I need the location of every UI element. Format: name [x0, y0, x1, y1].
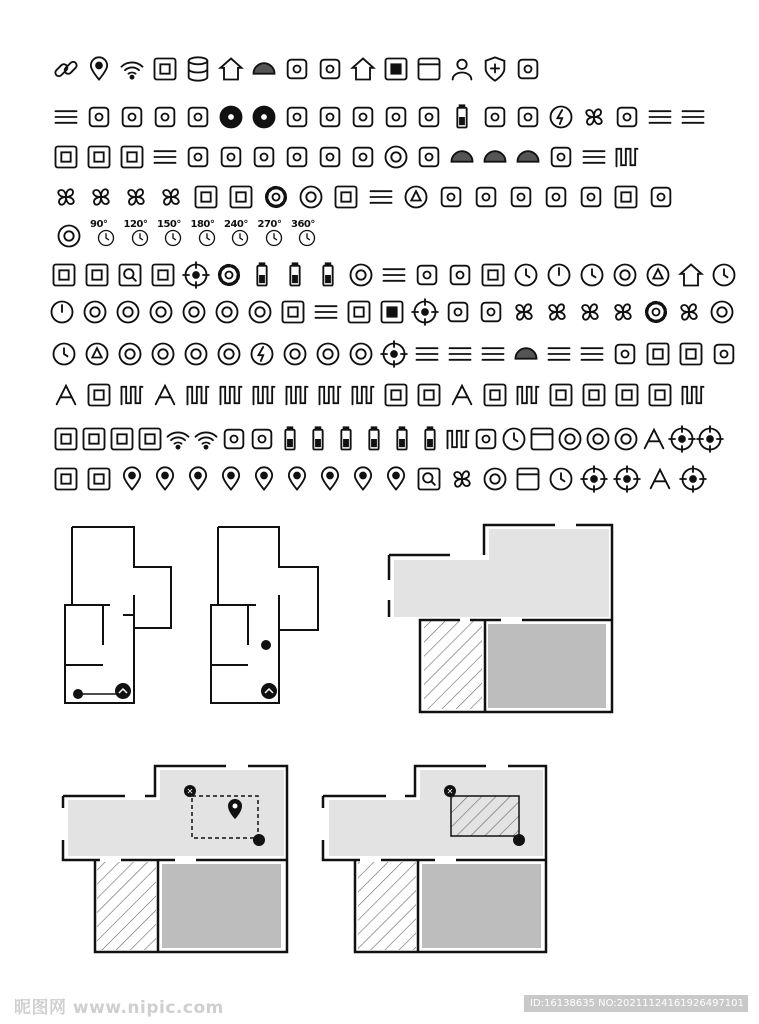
target-box-icon — [613, 465, 641, 493]
spiral-icon — [184, 381, 212, 409]
angle-icon — [611, 340, 639, 368]
rotation-label: 180° — [190, 219, 215, 230]
alarm-icon — [547, 465, 575, 493]
fan-view-icon — [448, 465, 476, 493]
rotation-label: 90° — [90, 219, 108, 230]
battery-icon — [332, 425, 360, 453]
strike-icon — [580, 143, 608, 171]
floor-plan-svg — [0, 500, 759, 980]
triangle-box-icon — [50, 261, 78, 289]
shield-plus-icon — [481, 55, 509, 83]
mop-icon — [481, 143, 509, 171]
heart-circle-icon — [116, 340, 144, 368]
sensor-icon — [316, 103, 344, 131]
cross-icon — [640, 425, 668, 453]
wind-lines-icon — [510, 298, 538, 326]
battery-icon — [304, 425, 332, 453]
play-circle-icon — [246, 298, 274, 326]
rotation-label: 240° — [224, 219, 248, 230]
rotation-label: 120° — [123, 219, 148, 230]
roller-bar-icon — [542, 183, 570, 211]
user-icon — [448, 55, 476, 83]
rotate-150-icon — [155, 219, 183, 250]
fan-circle-icon — [182, 340, 210, 368]
icon-row — [0, 183, 720, 213]
crosshair-icon — [580, 465, 608, 493]
rotate-120-icon — [122, 219, 150, 250]
gear-circle-icon — [215, 261, 243, 289]
battery-icon — [276, 425, 304, 453]
grid-circle-icon — [147, 298, 175, 326]
robot-icon — [514, 103, 542, 131]
hair-lines-icon — [52, 103, 80, 131]
slider-icon — [479, 340, 507, 368]
snake-path-icon — [316, 381, 344, 409]
battery-icon — [388, 425, 416, 453]
id-watermark: ID:16138635 NO:20211124161926497101 — [524, 995, 748, 1012]
stripes-circle-icon — [149, 340, 177, 368]
snake-path-icon — [283, 381, 311, 409]
lines-icon — [679, 103, 707, 131]
cloud-icon — [192, 425, 220, 453]
roller-brush-icon — [437, 183, 465, 211]
phone-icon — [108, 425, 136, 453]
link-icon — [52, 55, 80, 83]
calendar-clock-icon — [710, 261, 738, 289]
calendar-7-icon — [415, 55, 443, 83]
disc-icon — [217, 103, 245, 131]
photo-frame-icon — [612, 183, 640, 211]
fan-icon — [543, 298, 571, 326]
clock-circle-icon — [512, 261, 540, 289]
icon-row — [0, 381, 720, 411]
compass-icon — [55, 222, 83, 250]
boot-circle-icon — [314, 340, 342, 368]
fan-blades-icon — [52, 183, 80, 211]
map-pin-icon — [151, 465, 179, 493]
snake-path-icon — [514, 381, 542, 409]
snake-path-icon — [217, 381, 245, 409]
navigation-icon — [646, 465, 674, 493]
home-icon — [677, 261, 705, 289]
hand-pointer-icon — [477, 298, 505, 326]
repeat-circle-icon — [611, 261, 639, 289]
gear-fan-icon — [262, 183, 290, 211]
bluetooth-circle-icon — [81, 298, 109, 326]
battery-icon — [416, 425, 444, 453]
chip-icon — [382, 55, 410, 83]
icon-row — [0, 219, 720, 252]
corner-icon — [644, 340, 672, 368]
corner-icon — [85, 381, 113, 409]
disc-dot-icon — [250, 103, 278, 131]
mop-icon — [448, 143, 476, 171]
tower-icon — [349, 55, 377, 83]
triangle-circle-icon — [402, 183, 430, 211]
lines-icon — [312, 298, 340, 326]
map-pin-icon — [283, 465, 311, 493]
grid-dots-icon — [647, 183, 675, 211]
crosshair-icon — [696, 425, 724, 453]
measure-icon — [578, 340, 606, 368]
chart-box-icon — [345, 298, 373, 326]
floor-plan-c — [389, 525, 612, 712]
clock-circle-icon — [50, 340, 78, 368]
rotate-360-icon — [289, 219, 317, 250]
battery-charge-icon — [448, 103, 476, 131]
corner-icon — [547, 381, 575, 409]
compass-icon — [584, 425, 612, 453]
battery-icon — [281, 261, 309, 289]
slider-icon — [446, 340, 474, 368]
target-circle-icon — [182, 261, 210, 289]
fan-box-icon — [227, 183, 255, 211]
slash-circle-icon — [382, 143, 410, 171]
certificate-icon — [283, 55, 311, 83]
fan-box-icon — [192, 183, 220, 211]
water-box-icon — [85, 143, 113, 171]
download-tray-icon — [279, 298, 307, 326]
icon-row — [0, 143, 720, 173]
volume-circle-icon — [114, 298, 142, 326]
shower-icon — [151, 143, 179, 171]
broom-icon — [577, 183, 605, 211]
scatter-icon — [52, 381, 80, 409]
battery-icon — [360, 425, 388, 453]
robot-icon — [481, 103, 509, 131]
refresh-circle-icon — [347, 261, 375, 289]
icon-row — [0, 340, 720, 370]
hose-icon — [250, 143, 278, 171]
rotation-label: 360° — [291, 219, 315, 230]
brush-grid-icon — [316, 143, 344, 171]
fan-icon — [580, 103, 608, 131]
icon-row — [0, 465, 720, 495]
usb-icon — [248, 425, 276, 453]
slider-icon — [413, 340, 441, 368]
parallel-lines-icon — [367, 183, 395, 211]
tornado-icon — [609, 298, 637, 326]
brush-bar-icon — [507, 183, 535, 211]
microphone-icon — [151, 55, 179, 83]
pentagon-icon — [220, 425, 248, 453]
map-pin-icon — [316, 465, 344, 493]
battery-icon — [314, 261, 342, 289]
cone-icon — [512, 340, 540, 368]
power-circle-icon — [48, 298, 76, 326]
icon-row — [0, 425, 720, 455]
crosshair-icon — [679, 465, 707, 493]
water-box-icon — [118, 143, 146, 171]
dust-bin-icon — [446, 261, 474, 289]
square-icon — [646, 381, 674, 409]
box-path-icon — [613, 381, 641, 409]
pen-icon — [151, 103, 179, 131]
icon-row — [0, 298, 720, 328]
fan-blades-icon — [87, 183, 115, 211]
mute-icon — [472, 425, 500, 453]
sweeper-icon — [283, 143, 311, 171]
signal-icon — [118, 55, 146, 83]
map-pin-icon — [250, 465, 278, 493]
rotate-90-icon — [88, 219, 116, 250]
phone-icon — [136, 425, 164, 453]
dome-icon — [514, 143, 542, 171]
app-phone-icon — [52, 425, 80, 453]
bolt-circle-icon — [248, 340, 276, 368]
clock-circle-icon — [578, 261, 606, 289]
u-turn-icon — [151, 381, 179, 409]
filter-circle-icon — [213, 298, 241, 326]
rotation-label: 270° — [257, 219, 282, 230]
radar-icon — [612, 425, 640, 453]
battery-icon — [248, 261, 276, 289]
robot-vacuum-icon — [514, 55, 542, 83]
icon-grid — [0, 0, 759, 500]
shower-bar-icon — [380, 261, 408, 289]
rotation-label: 150° — [157, 219, 181, 230]
floor-icon — [52, 465, 80, 493]
chip-icon — [378, 298, 406, 326]
snake-path-icon — [349, 381, 377, 409]
sensor-icon — [382, 103, 410, 131]
filter-icon — [613, 103, 641, 131]
rotate-180-icon — [189, 219, 217, 250]
sensor-icon — [283, 103, 311, 131]
rotate-240-icon — [222, 219, 250, 250]
rings-icon — [281, 340, 309, 368]
dots-icon — [118, 103, 146, 131]
crosshair-icon — [668, 425, 696, 453]
target-icon — [411, 298, 439, 326]
calendar-icon — [528, 425, 556, 453]
scan-icon — [415, 465, 443, 493]
site-watermark: 昵图网 www.nipic.com — [14, 998, 224, 1018]
lines-icon — [646, 103, 674, 131]
triangle-circle-icon — [644, 261, 672, 289]
svg-text:✕: ✕ — [186, 787, 194, 796]
database-icon — [184, 55, 212, 83]
snake-path-icon — [679, 381, 707, 409]
dust-bin-icon — [413, 261, 441, 289]
plug-icon — [415, 143, 443, 171]
app-phone-icon — [80, 425, 108, 453]
crossed-circle-icon — [708, 298, 736, 326]
icon-row — [0, 55, 720, 85]
map-pin-icon — [184, 465, 212, 493]
crosshair-icon — [380, 340, 408, 368]
sound-wave-icon — [444, 425, 472, 453]
snake-path-icon — [250, 381, 278, 409]
square-icon — [415, 381, 443, 409]
svg-text:✕: ✕ — [446, 787, 454, 796]
brush-bar-icon — [472, 183, 500, 211]
tornado-icon — [675, 298, 703, 326]
brick-icon — [184, 143, 212, 171]
map-pin-icon — [118, 465, 146, 493]
floor-plan-e — [323, 766, 546, 952]
building-icon — [217, 55, 245, 83]
snake-box-icon — [481, 381, 509, 409]
pipe-icon — [217, 143, 245, 171]
clock-gear-icon — [500, 425, 528, 453]
icon-row — [0, 103, 720, 133]
gear-icon — [642, 298, 670, 326]
floor-plan-diagrams — [0, 500, 759, 980]
fan-circle-icon — [297, 183, 325, 211]
edit-box-icon — [83, 261, 111, 289]
map-pin-icon — [217, 465, 245, 493]
wifi-circle-icon — [556, 425, 584, 453]
corner-icon — [332, 183, 360, 211]
arrow-circle-icon — [481, 465, 509, 493]
plug-circle-icon — [347, 340, 375, 368]
roller-icon — [349, 143, 377, 171]
floor-plan-a — [65, 527, 171, 703]
popcorn-icon — [184, 103, 212, 131]
wave-icon — [613, 143, 641, 171]
zigzag-icon — [118, 381, 146, 409]
camera-icon — [710, 340, 738, 368]
rotate-270-icon — [256, 219, 284, 250]
seed-icon — [85, 103, 113, 131]
icon-row — [0, 261, 720, 291]
sensor-icon — [349, 103, 377, 131]
arrows-icon — [448, 381, 476, 409]
hand-pointer-icon — [444, 298, 472, 326]
microphone-icon — [677, 340, 705, 368]
oval-circle-icon — [180, 298, 208, 326]
map-pin-icon — [382, 465, 410, 493]
fan-blades-icon — [157, 183, 185, 211]
water-box-icon — [52, 143, 80, 171]
capsule-icon — [547, 143, 575, 171]
floor-plan-b — [211, 527, 318, 703]
sensor-icon — [415, 103, 443, 131]
fan-blades-icon — [122, 183, 150, 211]
calendar-icon — [514, 465, 542, 493]
measure-icon — [545, 340, 573, 368]
fan-circle-icon — [215, 340, 243, 368]
floor-plan-d — [63, 766, 287, 952]
box-path-icon — [382, 381, 410, 409]
double-pin-icon — [85, 55, 113, 83]
map-pin-icon — [349, 465, 377, 493]
power-circle-icon — [545, 261, 573, 289]
wifi-icon — [164, 425, 192, 453]
bolt-circle-icon — [547, 103, 575, 131]
leaf-icon — [316, 55, 344, 83]
mountain-dome-icon — [250, 55, 278, 83]
dot-frame-icon — [580, 381, 608, 409]
fan-icon — [576, 298, 604, 326]
floor-icon — [85, 465, 113, 493]
tray-icon — [479, 261, 507, 289]
corner-box-icon — [149, 261, 177, 289]
search-box-icon — [116, 261, 144, 289]
triangle-circle-icon — [83, 340, 111, 368]
